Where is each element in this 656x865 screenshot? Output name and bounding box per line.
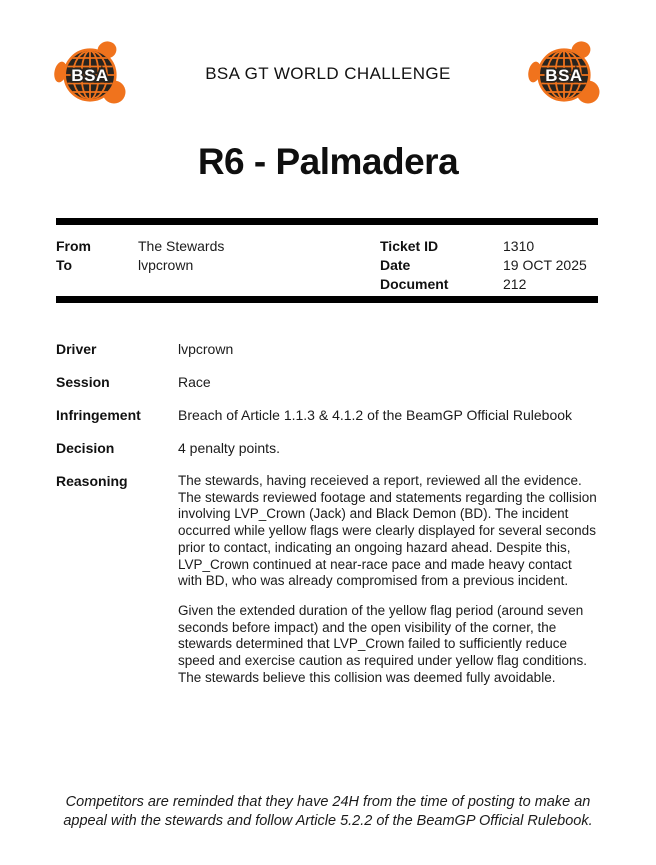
series-title: BSA GT WORLD CHALLENGE bbox=[205, 64, 451, 83]
info-row-from bbox=[56, 237, 380, 256]
bsa-globe-logo-right bbox=[530, 40, 600, 108]
info-table-left-column bbox=[56, 237, 380, 294]
ticket-id-value: 1310 bbox=[503, 238, 535, 254]
globe-icon bbox=[65, 50, 116, 101]
document-value: 212 bbox=[503, 276, 527, 292]
field-row-reasoning bbox=[56, 473, 598, 686]
field-row-session bbox=[56, 374, 598, 391]
field-row-driver bbox=[56, 341, 598, 358]
logo-text: BSA bbox=[71, 66, 109, 85]
date-label: Date bbox=[380, 257, 411, 273]
decision-label: Decision bbox=[56, 440, 115, 456]
driver-label: Driver bbox=[56, 341, 97, 357]
masthead bbox=[56, 40, 600, 108]
page-title: R6 - Palmadera bbox=[197, 141, 459, 182]
info-table bbox=[56, 218, 598, 303]
decision-fields bbox=[56, 341, 598, 702]
field-row-decision bbox=[56, 440, 598, 457]
to-value: lvpcrown bbox=[138, 257, 194, 273]
reasoning-paragraph-2: Given the extended duration of the yellow flag period (around seven seconds before impact) and the open visibility of the corner, the stewards determined that LVP_Crown failed to sufficiently reduce speed and exercise caution as required under yellow flag conditions. The stewards believe this collision was deemed fully avoidable. bbox=[178, 602, 588, 685]
document-label: Document bbox=[380, 276, 449, 292]
info-row-date bbox=[380, 256, 598, 275]
date-value: 19 OCT 2025 bbox=[503, 257, 587, 273]
decision-value: 4 penalty points. bbox=[178, 440, 280, 456]
bsa-globe-logo-left bbox=[56, 40, 126, 108]
ticket-id-label: Ticket ID bbox=[380, 238, 439, 254]
to-label: To bbox=[56, 257, 73, 273]
infringement-value: Breach of Article 1.1.3 & 4.1.2 of the BeamGP Official Rulebook bbox=[178, 407, 573, 423]
reasoning-value bbox=[178, 473, 598, 686]
globe-icon bbox=[539, 50, 590, 101]
info-table-right-column bbox=[380, 237, 598, 294]
reasoning-label: Reasoning bbox=[56, 473, 128, 489]
from-label: From bbox=[56, 238, 91, 254]
reasoning-paragraph-1: The stewards, having receieved a report, reviewed all the evidence. The stewards reviewed footage and statements regarding the collision involving LVP_Crown (Jack) and Black Demon (BD). The incident occurred while yellow flags were clearly displayed for several seconds prior to contact, indicating an ongoing hazard ahead. Despite this, LVP_Crown continued at near-race pace and made heavy contact with BD, who was already compromised from a previous incident. bbox=[178, 473, 597, 589]
infringement-label: Infringement bbox=[56, 407, 141, 423]
session-label: Session bbox=[56, 374, 110, 390]
from-value: The Stewards bbox=[138, 238, 225, 254]
info-row-document bbox=[380, 275, 598, 294]
logo-text: BSA bbox=[545, 66, 583, 85]
info-row-to bbox=[56, 256, 380, 275]
info-row-ticket-id bbox=[380, 237, 598, 256]
driver-value: lvpcrown bbox=[178, 341, 234, 357]
appeal-note-text: Competitors are reminded that they have 24H from the time of posting to make an appeal with the stewards and follow Article 5.2.2 of the BeamGP Official Rulebook. bbox=[63, 794, 593, 829]
session-value: Race bbox=[178, 374, 211, 390]
field-row-infringement bbox=[56, 407, 598, 424]
appeal-note bbox=[0, 793, 656, 831]
